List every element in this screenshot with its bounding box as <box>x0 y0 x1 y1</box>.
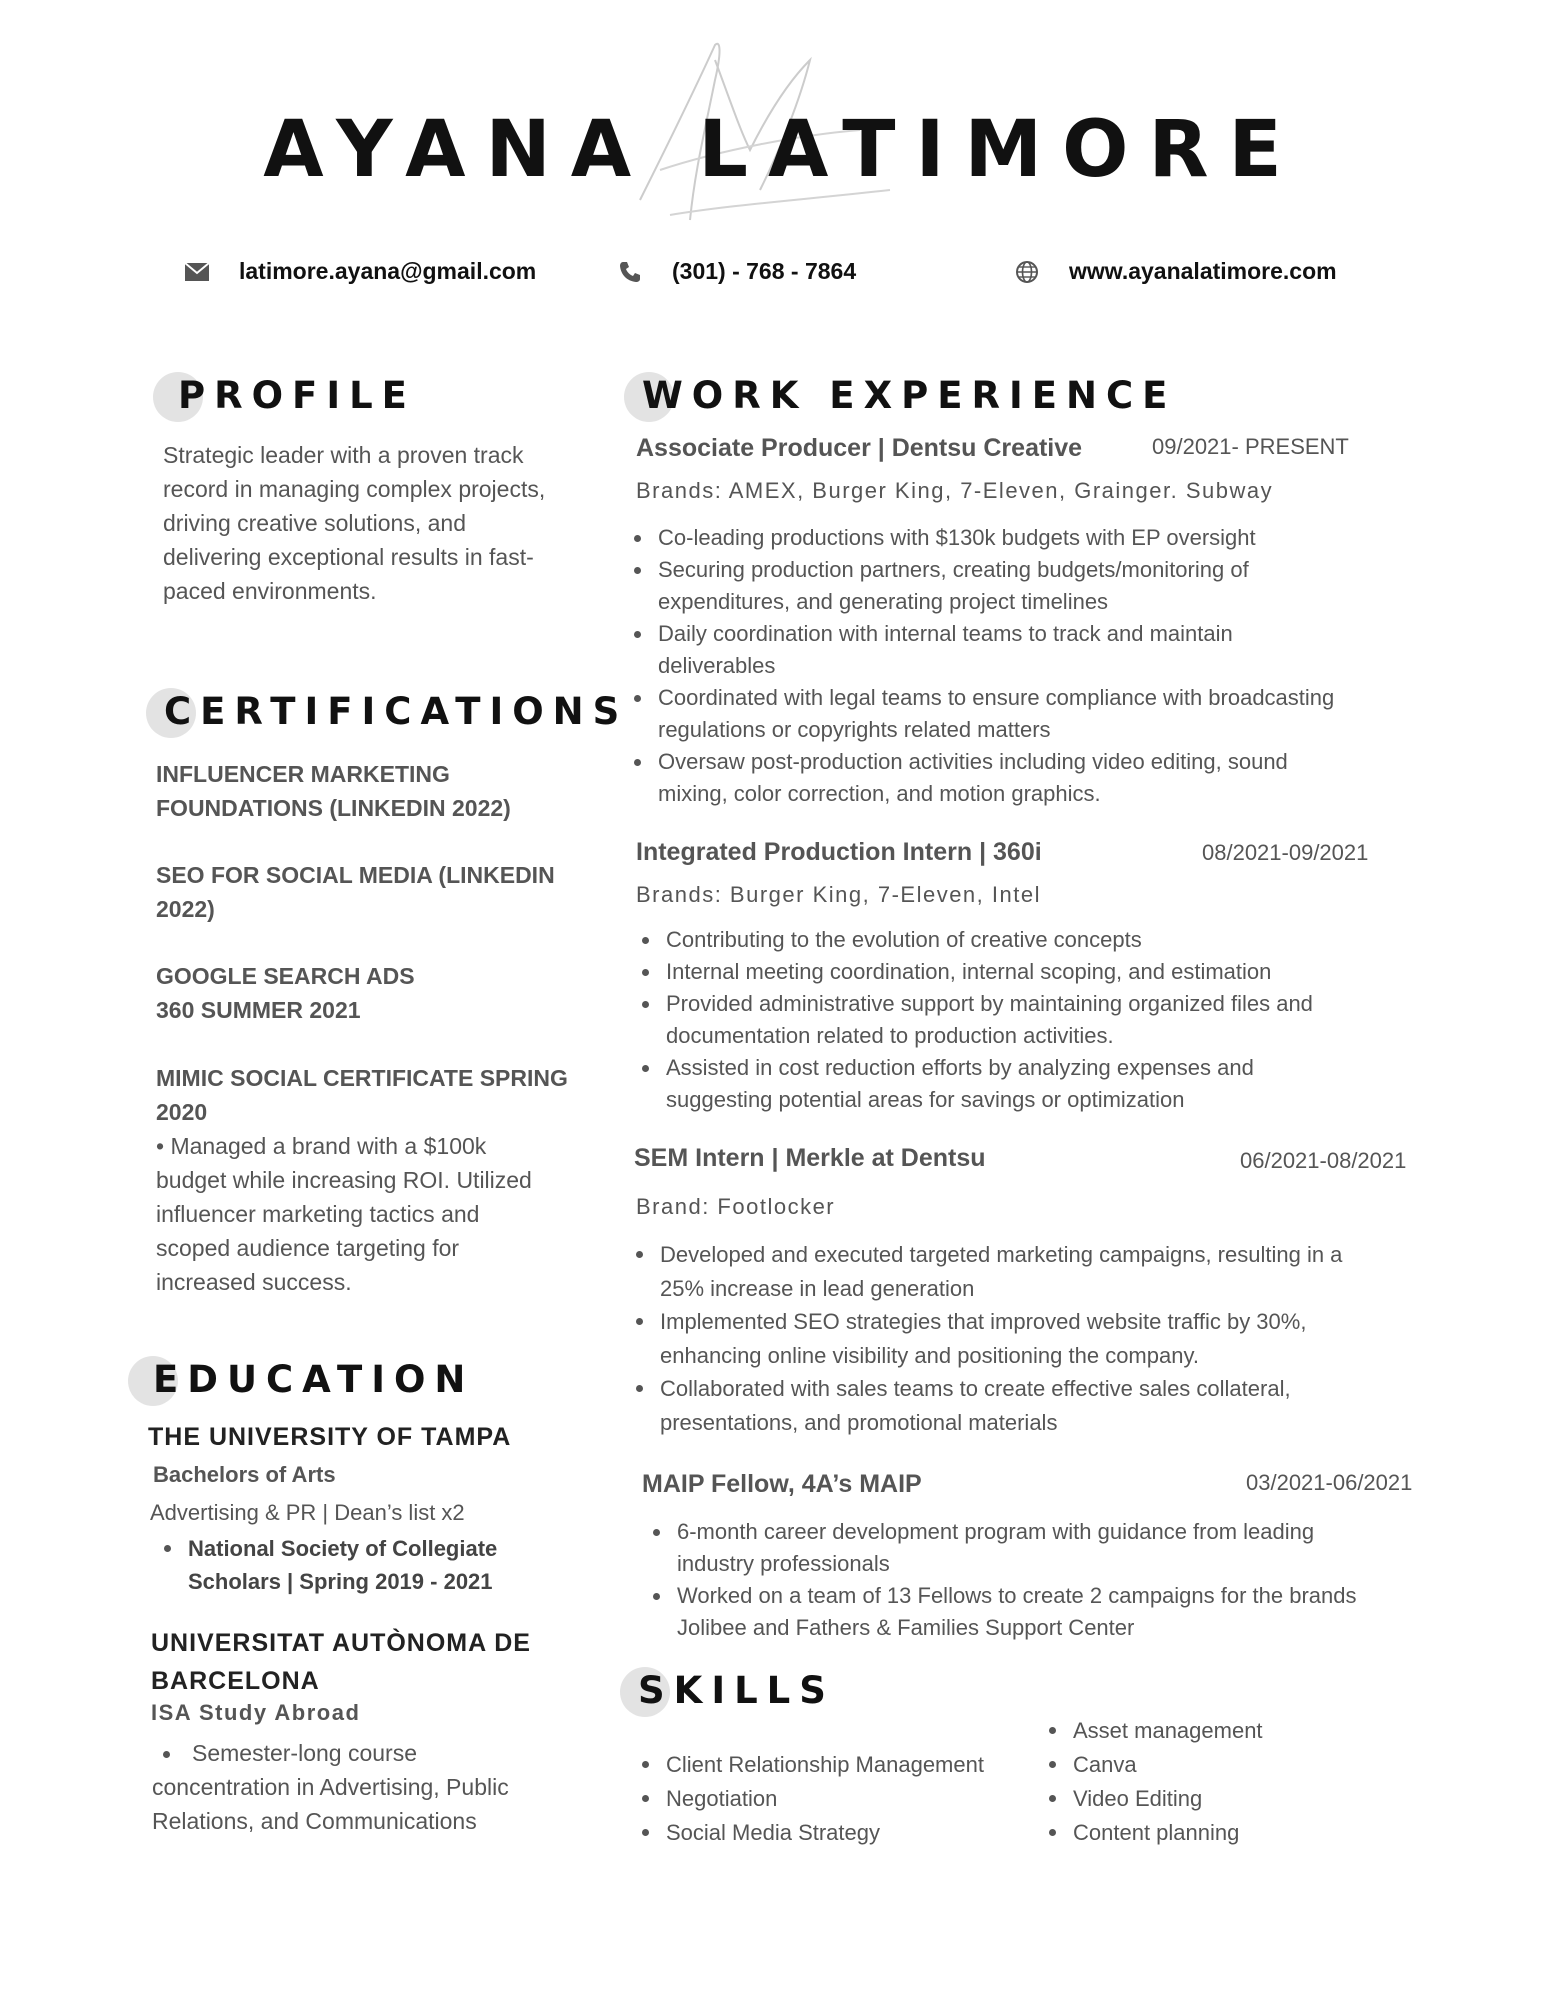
list-item: National Society of Collegiate Scholars | Spring 2019 - 2021 <box>160 1532 520 1598</box>
job-brands: Brands: Burger King, 7-Eleven, Intel <box>636 882 1041 907</box>
list-item: Social Media Strategy <box>638 1816 1038 1850</box>
job-date: 06/2021-08/2021 <box>1240 1148 1407 1173</box>
job-brands: Brands: AMEX, Burger King, 7-Eleven, Grainger. Subway <box>636 478 1274 503</box>
list-item: Client Relationship Management <box>638 1748 1038 1782</box>
school-program: ISA Study Abroad <box>151 1700 361 1725</box>
certifications-title: CERTIFICATIONS <box>164 690 629 733</box>
certifications-heading <box>146 688 629 733</box>
school-note: Semester-long course concentration in Advertising, Public Relations, and Communications <box>152 1740 509 1834</box>
skills-heading <box>620 1667 835 1712</box>
list-item: 6-month career development program with guidance from leading industry professionals <box>649 1516 1369 1580</box>
list-item: Securing production partners, creating budgets/monitoring of expenditures, and generating project timelines <box>630 554 1350 618</box>
list-item: Daily coordination with internal teams to track and maintain deliverables <box>630 618 1350 682</box>
contact-email[interactable] <box>185 258 536 285</box>
school-honors-list <box>160 1532 520 1598</box>
phone-text[interactable]: (301) - 768 - 7864 <box>672 258 857 284</box>
profile-text: Strategic leader with a proven track record in managing complex projects, driving creative solutions, and delivering exceptional results in fast-paced environments. <box>163 442 546 604</box>
skills-title: SKILLS <box>638 1669 835 1712</box>
skills-list-2 <box>1045 1714 1345 1850</box>
list-item: Content planning <box>1045 1816 1345 1850</box>
certification-note: • Managed a brand with a $100k budget while increasing ROI. Utilized influencer marketing tactics and scoped audience targeting for increased success. <box>156 1133 532 1295</box>
education-title: EDUCATION <box>153 1358 475 1401</box>
job-title: Associate Producer | Dentsu Creative <box>636 434 1083 462</box>
list-item: Implemented SEO strategies that improved website traffic by 30%, enhancing online visibility and positioning the company. <box>632 1305 1372 1372</box>
education-heading <box>128 1356 475 1401</box>
certification-item: MIMIC SOCIAL CERTIFICATE SPRING 2020 <box>156 1065 568 1125</box>
job-brands: Brand: Footlocker <box>636 1194 836 1219</box>
list-item: Negotiation <box>638 1782 1038 1816</box>
list-item: Oversaw post-production activities including video editing, sound mixing, color correction, and motion graphics. <box>630 746 1350 810</box>
certification-item: INFLUENCER MARKETING FOUNDATIONS (LINKEDIN 2022) <box>156 761 511 821</box>
list-item: Assisted in cost reduction efforts by analyzing expenses and suggesting potential areas for savings or optimization <box>638 1052 1358 1116</box>
job-date: 09/2021- PRESENT <box>1152 434 1349 459</box>
list-item: Co-leading productions with $130k budgets with EP oversight <box>630 522 1350 554</box>
certification-item: SEO FOR SOCIAL MEDIA (LINKEDIN 2022) <box>156 862 555 922</box>
envelope-icon <box>185 263 209 281</box>
phone-icon <box>618 260 642 284</box>
list-item: Asset management <box>1045 1714 1345 1748</box>
skills-list-1 <box>638 1748 1038 1850</box>
globe-icon <box>1015 260 1039 284</box>
bullet-dot <box>163 1751 170 1758</box>
list-item: Developed and executed targeted marketing campaigns, resulting in a 25% increase in lead generation <box>632 1238 1372 1305</box>
contact-website[interactable] <box>1015 258 1337 285</box>
work-experience-title: WORK EXPERIENCE <box>642 374 1177 417</box>
job-title: Integrated Production Intern | 360i <box>636 838 1042 866</box>
work-experience-heading <box>624 372 1177 417</box>
school-major: Advertising & PR | Dean’s list x2 <box>150 1500 465 1525</box>
school-name: UNIVERSITAT AUTÒNOMA DE BARCELONA <box>151 1629 531 1695</box>
profile-title: PROFILE <box>178 374 416 417</box>
list-item: Video Editing <box>1045 1782 1345 1816</box>
school-degree: Bachelors of Arts <box>153 1462 336 1487</box>
list-item: Contributing to the evolution of creative concepts <box>638 924 1358 956</box>
candidate-name: AYANA LATIMORE <box>263 105 1302 195</box>
profile-heading <box>153 372 416 417</box>
job-date: 08/2021-09/2021 <box>1202 840 1369 865</box>
contact-phone[interactable] <box>618 258 856 285</box>
list-item: Canva <box>1045 1748 1345 1782</box>
job-bullets <box>638 924 1358 1116</box>
list-item: Worked on a team of 13 Fellows to create 2 campaigns for the brands Jolibee and Fathers & Families Support Center <box>649 1580 1369 1644</box>
job-bullets <box>630 522 1350 810</box>
job-title: SEM Intern | Merkle at Dentsu <box>634 1144 986 1172</box>
job-bullets <box>632 1238 1372 1439</box>
job-date: 03/2021-06/2021 <box>1246 1470 1413 1495</box>
list-item: Collaborated with sales teams to create effective sales collateral, presentations, and promotional materials <box>632 1372 1372 1439</box>
list-item: Internal meeting coordination, internal scoping, and estimation <box>638 956 1358 988</box>
list-item: Coordinated with legal teams to ensure compliance with broadcasting regulations or copyrights related matters <box>630 682 1350 746</box>
job-bullets <box>649 1516 1369 1644</box>
certification-item: GOOGLE SEARCH ADS 360 SUMMER 2021 <box>156 963 415 1023</box>
school-name: THE UNIVERSITY OF TAMPA <box>148 1423 512 1451</box>
email-text[interactable]: latimore.ayana@gmail.com <box>239 258 537 284</box>
website-text[interactable]: www.ayanalatimore.com <box>1069 258 1337 284</box>
list-item: Provided administrative support by maintaining organized files and documentation related to production activities. <box>638 988 1358 1052</box>
job-title: MAIP Fellow, 4A’s MAIP <box>642 1470 922 1498</box>
